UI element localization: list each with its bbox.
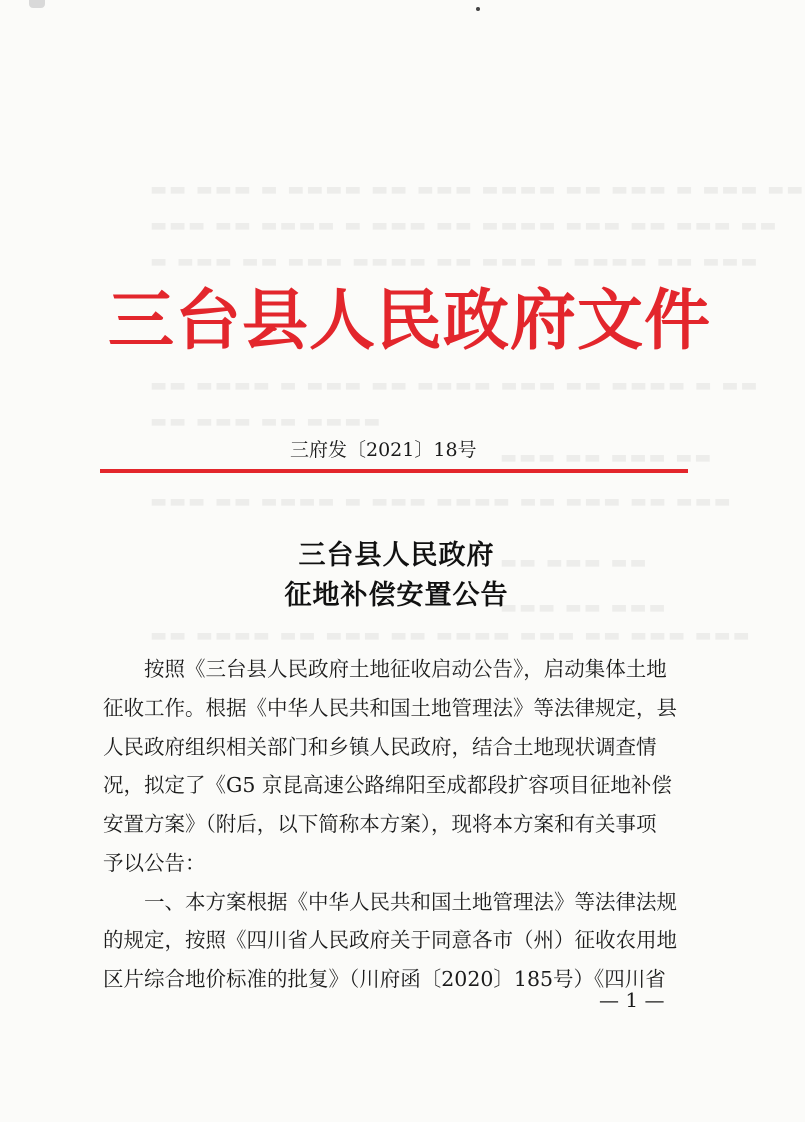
body-paragraph-line: 一、本方案根据《中华人民共和国土地管理法》等法律法规 [144,890,677,914]
body-paragraph-line: 况，拟定了《G5 京昆高速公路绵阳至成都段扩容项目征地补偿 [103,773,672,797]
body-paragraph-line: 按照《三台县人民政府土地征收启动公告》，启动集体土地 [144,657,667,681]
body-paragraph-line: 安置方案》（附后，以下简称本方案），现将本方案和有关事项 [103,812,657,836]
document-header-title: 三台县人民政府文件 [108,281,711,359]
document-number: 三府发〔2021〕18号 [290,439,477,461]
bleed-through-texture: ▬▬ ▬▬▬ ▬▬ [500,552,649,573]
body-paragraph-line: 人民政府组织相关部门和乡镇人民政府，结合土地现状调查情 [103,735,657,759]
body-paragraph-line: 的规定，按照《四川省人民政府关于同意各市（州）征收农用地 [103,928,677,952]
body-paragraph-line: 区片综合地价标准的批复》（川府函〔2020〕185号）《四川省 [103,967,666,991]
bleed-through-texture: ▬▬ ▬▬▬ ▬ ▬▬▬▬ ▬▬ ▬▬▬ ▬▬▬▬ ▬▬ ▬▬▬ ▬ ▬▬▬ ▬▬ [150,179,805,200]
bleed-through-texture: ▬▬▬ ▬▬ ▬▬▬ ▬▬ [500,447,714,468]
body-paragraph-line: 征收工作。根据《中华人民共和国土地管理法》等法律规定，县 [103,696,677,720]
bleed-through-texture: ▬▬ ▬▬▬ ▬▬ ▬▬▬▬ [150,411,383,432]
page-number: — 1 — [599,988,665,1012]
body-paragraph-line: 予以公告： [103,851,206,875]
header-red-divider [100,469,688,473]
bleed-through-texture: ▬ ▬▬▬ ▬▬ ▬▬▬ ▬▬▬▬ ▬▬ ▬▬▬ ▬ ▬▬▬▬ ▬▬ ▬▬▬ [150,251,760,272]
bleed-through-texture: ▬▬▬ ▬▬ ▬▬▬ [500,597,668,618]
scan-corner-mark [29,0,45,8]
notice-title-issuer: 三台县人民政府 [298,540,495,571]
bleed-through-texture: ▬▬▬ ▬▬ ▬▬▬▬ ▬ ▬▬▬ ▬▬▬▬ ▬▬ ▬▬▬ ▬▬ ▬▬▬ [150,491,733,512]
bleed-through-texture: ▬▬ ▬▬▬▬ ▬▬ ▬▬▬ ▬▬ ▬▬▬▬ ▬▬▬ ▬▬ ▬▬▬ ▬▬▬ [150,625,752,646]
bleed-through-texture: ▬▬▬ ▬▬ ▬▬▬▬ ▬ ▬▬▬ ▬▬ ▬▬▬▬ ▬▬▬ ▬▬ ▬▬▬ ▬▬ [150,215,779,236]
scan-dot-mark [476,7,480,11]
notice-title-subject: 征地补偿安置公告 [284,580,509,611]
bleed-through-texture: ▬▬ ▬▬▬▬ ▬ ▬▬▬ ▬▬ ▬▬▬▬ ▬▬▬ ▬▬ ▬▬▬▬ ▬ ▬▬ [150,375,760,396]
